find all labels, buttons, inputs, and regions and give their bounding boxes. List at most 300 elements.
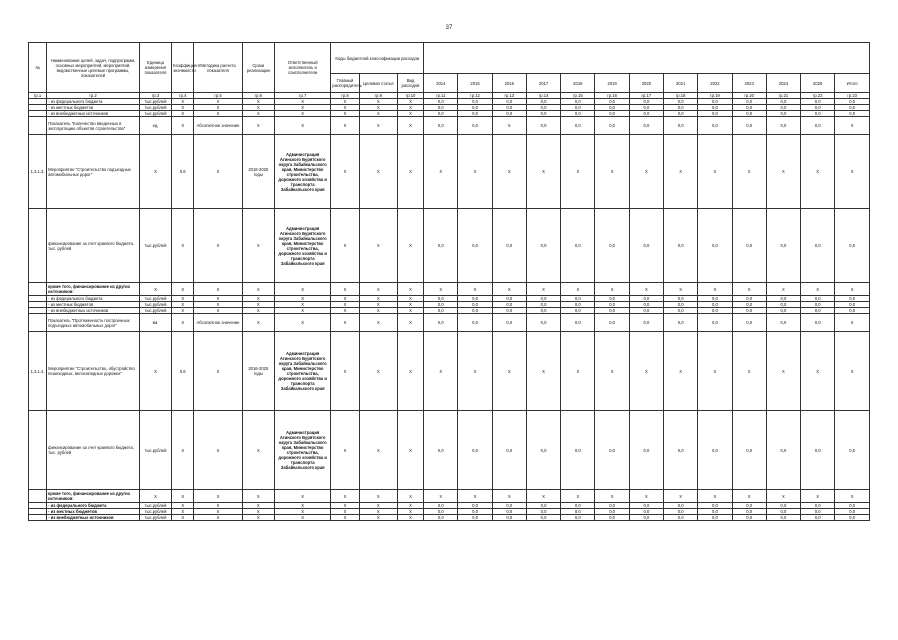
table-cell: 0,0	[561, 314, 595, 332]
table-cell: Х	[359, 111, 397, 117]
table-cell: тыс.рублей	[139, 308, 171, 314]
table-cell: 0,0	[664, 503, 698, 509]
table-cell: 0,0	[629, 515, 663, 521]
header-year: 2021	[664, 74, 698, 93]
column-number: гр.13	[492, 93, 526, 99]
table-cell: Х	[331, 135, 359, 209]
table-cell: Х	[397, 283, 423, 296]
table-cell: Х	[172, 117, 194, 135]
table-cell: Х	[194, 509, 242, 515]
table-cell: 0,0	[835, 509, 870, 515]
table-cell: Х	[561, 332, 595, 411]
table-cell: Х	[172, 283, 194, 296]
table-cell: Х	[835, 314, 870, 332]
table-cell: Х	[359, 515, 397, 521]
table-cell: Х	[172, 503, 194, 509]
header-year: 2019	[595, 74, 629, 93]
table-cell	[29, 209, 47, 283]
table-cell: 0,0	[801, 117, 835, 135]
table-cell: Х	[629, 135, 663, 209]
table-cell: Х	[194, 105, 242, 111]
table-cell: 0,0	[801, 209, 835, 283]
table-cell: 0,0	[766, 99, 800, 105]
table-cell: 0,0	[732, 302, 766, 308]
table-cell: 0,0	[595, 296, 629, 302]
table-cell: 0,0	[629, 111, 663, 117]
table-cell: 0,0	[732, 515, 766, 521]
column-number: гр.12	[458, 93, 492, 99]
table-cell: 0,0	[492, 515, 526, 521]
table-cell: 0,0	[492, 105, 526, 111]
table-cell: 0,0	[424, 111, 458, 117]
table-cell: 0,0	[561, 515, 595, 521]
table-cell: 0,0	[766, 308, 800, 314]
table-cell: Х	[274, 283, 330, 296]
table-cell: 0,0	[526, 302, 560, 308]
table-cell: Х	[172, 111, 194, 117]
table-cell: 0,0	[492, 302, 526, 308]
table-cell: Х	[194, 135, 242, 209]
table-cell: 0,0	[835, 515, 870, 521]
table-cell: Х	[664, 135, 698, 209]
table-cell: Х	[397, 503, 423, 509]
table-cell: 0,0	[526, 99, 560, 105]
table-cell: 0,0	[595, 411, 629, 490]
table-cell: 0,0	[492, 99, 526, 105]
table-cell: 0,0	[561, 296, 595, 302]
table-cell: 0,0	[561, 117, 595, 135]
table-cell: Х	[458, 490, 492, 503]
page-number: 37	[445, 25, 453, 31]
table-cell: Х	[242, 503, 274, 509]
table-cell: 0,0	[492, 314, 526, 332]
table-cell: ед.	[139, 117, 171, 135]
table-cell: Х	[397, 509, 423, 515]
table-cell: Х	[172, 490, 194, 503]
table-cell: Х	[664, 283, 698, 296]
table-cell: Х	[492, 283, 526, 296]
table-cell: 0,0	[526, 411, 560, 490]
table-row	[29, 135, 870, 209]
column-number: гр.19	[698, 93, 732, 99]
table-cell: Х	[492, 135, 526, 209]
table-cell: 0,0	[424, 411, 458, 490]
table-cell: Х	[397, 135, 423, 209]
table-cell: 0,0	[766, 209, 800, 283]
table-cell: Х	[331, 490, 359, 503]
table-cell: Х	[801, 283, 835, 296]
table-cell: 0,0	[629, 209, 663, 283]
table-cell: Х	[331, 302, 359, 308]
table-row	[29, 515, 870, 521]
column-number: гр.17	[629, 93, 663, 99]
table-cell: Показатель "Количество введенных в эксплуатацию объектов строительства"	[47, 117, 140, 135]
table-cell: Х	[172, 302, 194, 308]
table-cell: Х	[664, 332, 698, 411]
table-cell	[29, 314, 47, 332]
table-cell: 0,0	[766, 296, 800, 302]
table-cell: 0,0	[801, 314, 835, 332]
table-cell: Х	[194, 302, 242, 308]
table-cell: 0,0	[458, 105, 492, 111]
table-cell: 0,0	[664, 314, 698, 332]
table-cell: Х	[172, 515, 194, 521]
table-cell: 0,0	[732, 99, 766, 105]
table-cell: 0,0	[629, 308, 663, 314]
table-cell: 0,0	[835, 308, 870, 314]
table-cell: - из федерального бюджета	[47, 296, 140, 302]
table-cell: Х	[629, 332, 663, 411]
table-cell: Х	[561, 490, 595, 503]
table-cell: Х	[359, 117, 397, 135]
table-cell: 0,0	[629, 314, 663, 332]
table-cell: тыс.рублей	[139, 209, 171, 283]
table-cell: Администрация Агинского Бурятского округа Забайкальского края, Министерство строительства, дорожного хозяйства и транспорта Забайкальского края	[274, 135, 330, 209]
header-year: 2017	[526, 74, 560, 93]
table-cell: 0,0	[561, 411, 595, 490]
table-cell: 0,0	[492, 308, 526, 314]
table-cell: 0,0	[424, 503, 458, 509]
table-cell: Х	[835, 490, 870, 503]
table-cell: Х	[732, 332, 766, 411]
table-cell: 0,0	[698, 503, 732, 509]
header-code-gr: Главный распорядитель	[331, 74, 359, 93]
table-cell: Х	[359, 135, 397, 209]
table-cell: Х	[397, 209, 423, 283]
table-cell: 0,0	[698, 111, 732, 117]
table-cell: Х	[397, 99, 423, 105]
table-cell: 2016-2025 годы	[242, 135, 274, 209]
table-cell: 0,0	[766, 411, 800, 490]
table-cell: Х	[595, 283, 629, 296]
table-cell: 0,0	[698, 308, 732, 314]
table-cell: 0,0	[526, 314, 560, 332]
table-cell: Х	[274, 308, 330, 314]
table-cell: 0,0	[732, 411, 766, 490]
table-cell: Х	[194, 209, 242, 283]
table-cell: Х	[561, 135, 595, 209]
table-cell: Х	[274, 490, 330, 503]
table-cell: Х	[242, 411, 274, 490]
table-cell: Х	[194, 99, 242, 105]
table-cell: Х	[331, 411, 359, 490]
header-code-cs: Целевая статья	[359, 74, 397, 93]
table-cell: Х	[194, 503, 242, 509]
table-cell: Администрация Агинского Бурятского округа Забайкальского края, Министерство строительства, дорожного хозяйства и транспорта Забайкальского края	[274, 332, 330, 411]
table-cell: Х	[732, 135, 766, 209]
table-cell: 0,0	[458, 209, 492, 283]
table-cell: 0,0	[492, 411, 526, 490]
table-cell: Х	[424, 283, 458, 296]
table-cell: 0,0	[732, 308, 766, 314]
table-cell: Х	[526, 332, 560, 411]
table-row	[29, 490, 870, 503]
table-cell: 0,0	[698, 105, 732, 111]
table-cell: 0,0	[424, 509, 458, 515]
table-cell: Х	[242, 209, 274, 283]
table-cell: 0,0	[766, 503, 800, 509]
header-year: 2015	[458, 74, 492, 93]
table-cell: Х	[194, 111, 242, 117]
table-cell: 0,0	[458, 99, 492, 105]
table-cell: 0,0	[492, 296, 526, 302]
table-cell: - из местных бюджетов	[47, 509, 140, 515]
column-number: гр.5	[194, 93, 242, 99]
table-cell: 0,0	[561, 209, 595, 283]
table-cell: Администрация Агинского Бурятского округа Забайкальского края, Министерство строительства, дорожного хозяйства и транспорта Забайкальского края	[274, 411, 330, 490]
table-cell	[29, 411, 47, 490]
table-cell: Х	[835, 283, 870, 296]
table-cell: кроме того, финансирование из других источников:	[47, 490, 140, 503]
table-cell: Абсолютное значение	[194, 117, 242, 135]
table-cell: Х	[242, 296, 274, 302]
table-cell: 0,0	[629, 411, 663, 490]
table-cell: Х	[331, 283, 359, 296]
column-number: гр.14	[526, 93, 560, 99]
table-cell: Х	[172, 99, 194, 105]
table-cell: 0,0	[458, 302, 492, 308]
table-cell: Х	[242, 283, 274, 296]
column-number: гр.22	[801, 93, 835, 99]
table-cell: тыс.рублей	[139, 515, 171, 521]
table-cell: 0,0	[801, 302, 835, 308]
table-cell: 0,0	[629, 105, 663, 111]
table-cell: Х	[458, 332, 492, 411]
table-cell: Х	[526, 135, 560, 209]
table-cell: 0,0	[561, 509, 595, 515]
table-row	[29, 332, 870, 411]
column-number: гр.3	[139, 93, 171, 99]
column-number: гр.10	[397, 93, 423, 99]
header-unit: Единица измерения показателя	[139, 43, 171, 93]
table-cell: 0,0	[561, 503, 595, 509]
table-cell: 0,0	[732, 111, 766, 117]
table-cell: - из федерального бюджета	[47, 503, 140, 509]
table-cell: Х	[397, 332, 423, 411]
table-cell: 0,0	[595, 515, 629, 521]
table-cell: тыс.рублей	[139, 302, 171, 308]
table-cell: 0,0	[801, 503, 835, 509]
table-cell: Х	[331, 332, 359, 411]
header-row-1	[29, 43, 870, 74]
table-cell: Х	[194, 515, 242, 521]
table-cell: 0,0	[458, 515, 492, 521]
column-number: гр.16	[595, 93, 629, 99]
table-cell: Х	[172, 308, 194, 314]
table-cell: 0,0	[698, 515, 732, 521]
table-cell: 0,0	[801, 308, 835, 314]
table-cell: Х	[194, 308, 242, 314]
table-cell: Х	[331, 515, 359, 521]
table-cell: 0,6	[172, 135, 194, 209]
table-cell: Х	[835, 135, 870, 209]
table-cell: тыс.рублей	[139, 296, 171, 302]
table-cell: 0,0	[629, 503, 663, 509]
column-number: гр.15	[561, 93, 595, 99]
table-cell: 0,0	[732, 105, 766, 111]
table-cell: Х	[194, 296, 242, 302]
table-cell: Х	[331, 308, 359, 314]
table-cell: Администрация Агинского Бурятского округа Забайкальского края, Министерство строительства, дорожного хозяйства и транспорта Забайкальского края	[274, 209, 330, 283]
table-cell: финансирование за счет краевого бюджета, тыс. рублей	[47, 411, 140, 490]
table-cell: Х	[139, 332, 171, 411]
table-cell: тыс.рублей	[139, 99, 171, 105]
table-cell: Х	[359, 503, 397, 509]
budget-table	[28, 42, 870, 521]
table-cell: финансирование за счет краевого бюджета, тыс. рублей	[47, 209, 140, 283]
header-year: 2023	[732, 74, 766, 93]
table-cell: 0,0	[698, 314, 732, 332]
table-cell: 0,0	[458, 314, 492, 332]
table-cell: 5	[492, 117, 526, 135]
table-cell: - из местных бюджетов	[47, 105, 140, 111]
header-year: 2016	[492, 74, 526, 93]
table-cell: Х	[139, 490, 171, 503]
table-cell: Х	[397, 105, 423, 111]
table-cell: 0,0	[424, 117, 458, 135]
table-cell: 0,0	[698, 99, 732, 105]
table-cell: 0,0	[424, 515, 458, 521]
table-cell: 0,0	[526, 105, 560, 111]
header-total: Итого	[835, 74, 870, 93]
table-cell: Х	[766, 283, 800, 296]
table-cell: 0,0	[835, 209, 870, 283]
table-cell: 0,0	[664, 105, 698, 111]
table-cell: Х	[359, 332, 397, 411]
table-cell: 0,0	[595, 111, 629, 117]
table-cell: Х	[359, 490, 397, 503]
table-cell: Х	[359, 105, 397, 111]
header-responsible: Ответственный исполнитель и соисполнители	[274, 43, 330, 93]
table-cell: Х	[274, 515, 330, 521]
table-cell: 0,0	[595, 314, 629, 332]
table-cell: Х	[397, 111, 423, 117]
table-cell: Х	[424, 490, 458, 503]
table-cell: Х	[331, 314, 359, 332]
table-cell: Х	[801, 490, 835, 503]
table-cell: Х	[561, 283, 595, 296]
header-years-blank	[424, 43, 870, 74]
table-cell: 0,0	[458, 117, 492, 135]
table-cell: Х	[331, 117, 359, 135]
table-cell: 0,0	[801, 99, 835, 105]
header-codes: Коды бюджетной классификации расходов	[331, 43, 424, 74]
table-cell: 0,0	[664, 515, 698, 521]
table-cell: Х	[172, 296, 194, 302]
table-cell: Х	[331, 209, 359, 283]
table-cell: тыс.рублей	[139, 111, 171, 117]
table-cell: Х	[595, 490, 629, 503]
table-cell: Показатель "Протяженность построенных подъездных автомобильных дорог"	[47, 314, 140, 332]
table-cell: 0,0	[561, 302, 595, 308]
table-cell: 0,0	[664, 111, 698, 117]
table-cell: Х	[424, 332, 458, 411]
table-cell: 0,0	[526, 209, 560, 283]
table-cell: 2016-2025 годы	[242, 332, 274, 411]
header-period: Сроки реализации	[242, 43, 274, 93]
table-cell: Мероприятие "Строительство, обустройство пешеходных, велосипедных дорожек"	[47, 332, 140, 411]
table-cell: 0,0	[595, 99, 629, 105]
table-cell: Х	[172, 105, 194, 111]
table-row	[29, 117, 870, 135]
table-cell: 0,0	[595, 509, 629, 515]
table-cell: Х	[242, 515, 274, 521]
table-cell: Х	[492, 490, 526, 503]
table-cell: 0,0	[561, 99, 595, 105]
table-cell	[29, 283, 47, 296]
column-number: гр.23	[835, 93, 870, 99]
header-year: 2014	[424, 74, 458, 93]
table-cell: Х	[595, 332, 629, 411]
header-year: 2025	[801, 74, 835, 93]
table-cell: Х	[242, 302, 274, 308]
table-cell: 0,0	[664, 117, 698, 135]
table-cell: Х	[359, 308, 397, 314]
table-cell: 0,0	[766, 111, 800, 117]
table-cell: Х	[242, 308, 274, 314]
table-cell: 0,0	[492, 509, 526, 515]
column-number: гр.2	[47, 93, 140, 99]
table-cell: Х	[698, 135, 732, 209]
table-cell: Х	[766, 490, 800, 503]
table-cell: 0,0	[424, 209, 458, 283]
table-cell: 0,0	[629, 117, 663, 135]
table-cell: - из внебюджетных источников	[47, 515, 140, 521]
table-cell: Х	[397, 314, 423, 332]
table-cell: Х	[698, 332, 732, 411]
header-num: №	[29, 43, 47, 93]
table-cell	[29, 117, 47, 135]
table-cell: Х	[835, 332, 870, 411]
table-cell: - из внебюджетных источников	[47, 111, 140, 117]
table-cell: 0,0	[595, 302, 629, 308]
table-cell: 0,0	[664, 302, 698, 308]
table-cell: 0,0	[526, 111, 560, 117]
table-cell: 0,0	[526, 296, 560, 302]
table-cell: Х	[194, 283, 242, 296]
table-cell: Х	[766, 332, 800, 411]
table-cell: 0,0	[629, 302, 663, 308]
column-number: гр.18	[664, 93, 698, 99]
table-cell: 0,0	[595, 308, 629, 314]
table-cell: Мероприятие "Строительство подъездных автомобильных дорог"	[47, 135, 140, 209]
table-cell: 0,0	[732, 503, 766, 509]
table-cell: 0,0	[492, 209, 526, 283]
table-cell: Х	[359, 411, 397, 490]
table-cell: 1.3.1.3.	[29, 135, 47, 209]
table-cell: Х	[274, 105, 330, 111]
table-cell: 0,0	[595, 105, 629, 111]
table-cell: тыс.рублей	[139, 105, 171, 111]
table-cell: Х	[172, 314, 194, 332]
table-cell: Х	[526, 283, 560, 296]
table-cell: Х	[698, 490, 732, 503]
table-cell: Х	[274, 509, 330, 515]
table-cell: 0,0	[424, 99, 458, 105]
column-number: гр.21	[766, 93, 800, 99]
table-cell: 0,0	[801, 515, 835, 521]
table-cell: Х	[397, 117, 423, 135]
column-number: гр.20	[732, 93, 766, 99]
table-cell: 0,0	[424, 308, 458, 314]
table-cell: 0,0	[698, 296, 732, 302]
table-cell: 0,0	[801, 111, 835, 117]
column-number: гр.7	[274, 93, 330, 99]
table-cell: Х	[331, 503, 359, 509]
table-cell: Х	[359, 209, 397, 283]
column-number: гр.4	[172, 93, 194, 99]
table-cell: Х	[359, 314, 397, 332]
